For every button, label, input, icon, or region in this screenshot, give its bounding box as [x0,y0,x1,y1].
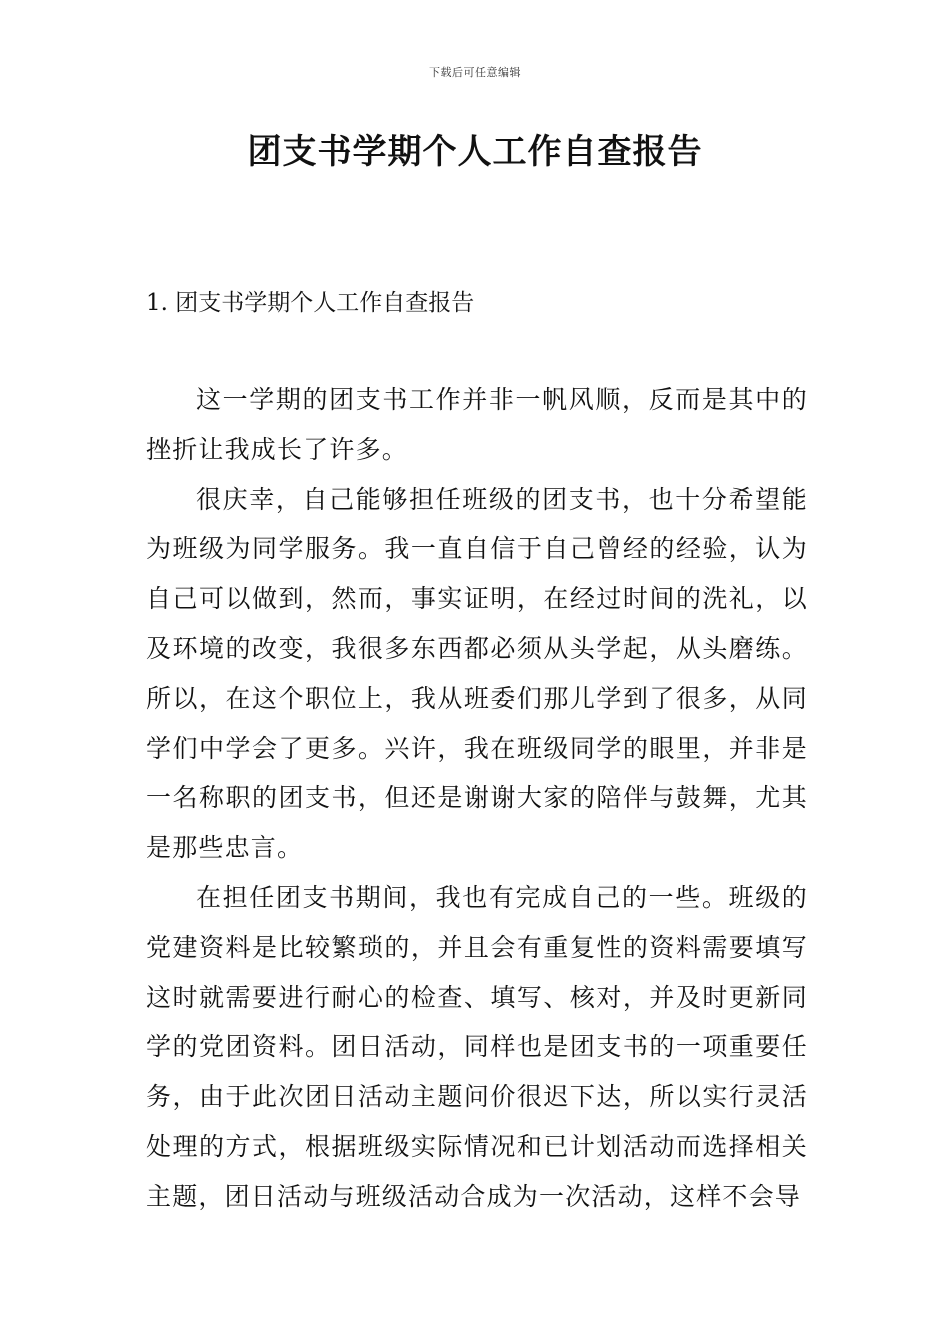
header-note: 下载后可任意编辑 [429,66,521,79]
document-body [146,375,808,1222]
paragraph: 很庆幸，自己能够担任班级的团支书，也十分希望能为班级为同学服务。我一直自信于自己曾经的经验，认为自己可以做到，然而，事实证明，在经过时间的洗礼，以及环境的改变，我很多东西都必须从头学起，从头磨练。所以，在这个职位上，我从班委们那儿学到了很多，从同学们中学会了更多。兴许，我在班级同学的眼里，并非是一名称职的团支书，但还是谢谢大家的陪伴与鼓舞，尤其是那些忠言。 [146,484,808,863]
document-title: 团支书学期个人工作自查报告 [247,132,703,172]
paragraph: 这一学期的团支书工作并非一帆风顺，反而是其中的挫折让我成长了许多。 [146,385,808,464]
paragraph: 在担任团支书期间，我也有完成自己的一些。班级的党建资料是比较繁琐的，并且会有重复性的资料需要填写这时就需要进行耐心的检查、填写、核对，并及时更新同学的党团资料。团日活动，同样也是团支书的一项重要任务，由于此次团日活动主题问价很迟下达，所以实行灵活处理的方式，根据班级实际情况和已计划活动而选择相关主题，团日活动与班级活动合成为一次活动，这样不会导 [146,882,808,1211]
section-heading: 1. 团支书学期个人工作自查报告 [146,290,475,316]
